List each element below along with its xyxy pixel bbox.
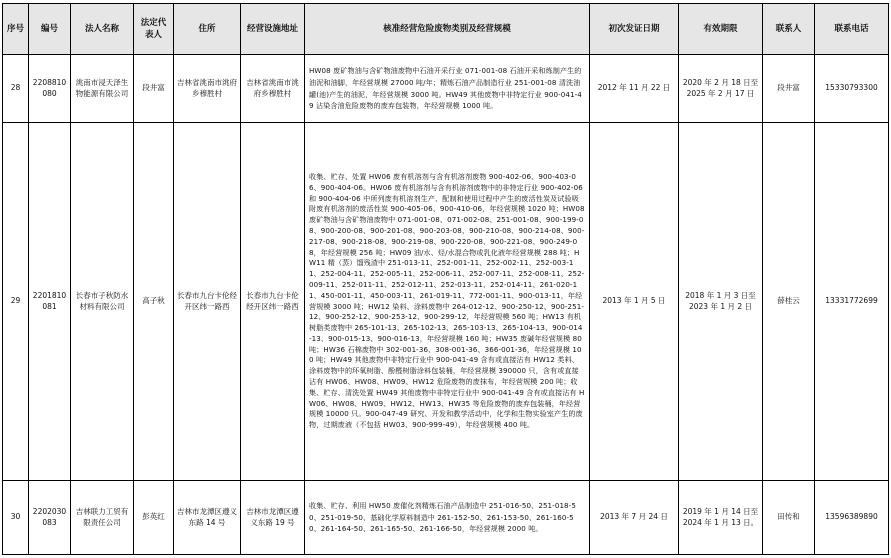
cell-legal-rep: 段井富 <box>134 55 174 123</box>
cell-validity: 2020 年 2 月 18 日至 2025 年 2 月 17 日 <box>679 55 763 123</box>
cell-address: 长春市九台卡伦经开区纬一路西 <box>174 123 241 481</box>
cell-contact: 段井富 <box>763 55 815 123</box>
cell-first-issue-date: 2013 年 7 月 24 日 <box>590 481 679 555</box>
cell-id: 2202030083 <box>29 481 71 555</box>
table-row <box>3 481 889 555</box>
header-legal-rep: 法定代表人 <box>134 4 174 55</box>
header-scope: 核准经营危险废物类别及经营规模 <box>305 4 590 55</box>
header-id: 编号 <box>29 4 71 55</box>
cell-scope: HW08 废矿物油与含矿物油废物中石油开采行业 071-001-08 石油开采和炼制产生的油泥和油脚，年经营规模 27000 吨/年；精炼石油产品制造行业 251-001-08 清洗油罐(池)产生的油泥，年经营规模 3000 吨。HW49 其他废物中非特定行业 900-041-49 沾染含油危险废物的废弃包装物，年经营规模 1000 吨。 <box>305 55 590 123</box>
cell-first-issue-date: 2012 年 11 月 22 日 <box>590 55 679 123</box>
cell-phone: 13331772699 <box>815 123 889 481</box>
cell-legal-rep: 高子秋 <box>134 123 174 481</box>
cell-company: 长春市子秋防水材料有限公司 <box>71 123 134 481</box>
cell-scope: 收集、贮存、利用 HW50 废催化剂精炼石油产品制造中 251-016-50、251-018-50、251-019-50、基础化学原料制造中 261-152-50、261-153-50、261-160-50、261-164-50、261-165-50、261-166-50，年经营规模 2000 吨。 <box>305 481 590 555</box>
cell-legal-rep: 彭英红 <box>134 481 174 555</box>
cell-facility-address: 长春市九台卡伦经开区纬一路西 <box>241 123 305 481</box>
cell-company: 洮南市浸天泽生物能源有限公司 <box>71 55 134 123</box>
header-first-issue-date: 初次发证日期 <box>590 4 679 55</box>
cell-contact: 薛桂云 <box>763 123 815 481</box>
header-facility-address: 经营设施地址 <box>241 4 305 55</box>
hazardous-waste-permit-table <box>2 3 889 555</box>
cell-validity: 2018 年 1 月 3 日至 2023 年 1 月 2 日 <box>679 123 763 481</box>
cell-validity: 2019 年 1 月 14 日至 2024 年 1 月 13 日。 <box>679 481 763 555</box>
header-contact: 联系人 <box>763 4 815 55</box>
cell-phone: 15330793300 <box>815 55 889 123</box>
table-row <box>3 123 889 481</box>
cell-facility-address: 吉林省洮南市洮府乡穆胜村 <box>241 55 305 123</box>
cell-id: 2201810081 <box>29 123 71 481</box>
cell-contact: 田传和 <box>763 481 815 555</box>
cell-address: 吉林市龙潭区遵义东路 14 号 <box>174 481 241 555</box>
cell-phone: 13596389890 <box>815 481 889 555</box>
cell-id: 2208810080 <box>29 55 71 123</box>
cell-company: 吉林联力工贸有限责任公司 <box>71 481 134 555</box>
header-address: 住所 <box>174 4 241 55</box>
header-seq: 序号 <box>3 4 29 55</box>
cell-address: 吉林省洮南市洮府乡穆胜村 <box>174 55 241 123</box>
cell-seq: 30 <box>3 481 29 555</box>
cell-scope: 收集、贮存、处置 HW06 废有机溶剂与含有机溶剂废物 900-402-06、900-403-06、900-404-06。HW06 废有机溶剂与含有机溶剂废物中的非特定行业 900-402-06 和 900-404-06 中所列废有机溶剂生产、配制和使用过程中产生的废活性炭及试验吸附废有机溶剂的废活性炭 900-405-06、900-410-06，年经营规模 1020 吨；HW08 废矿物油与含矿物油废物中 071-001-08、071-002-08、251-001-08、900-199-08、900-200-08、900-201-08、900-203-08、900-210-08、900-214-08、900-217-08、900-218-08、900-219-08、900-220-08、900-221-08、900-249-08，年经营规模 256 吨；HW09 油/水、烃/水混合物或乳化液年经营规模 288 吨；HW11 精（蒸）馏残渣中 251-013-11、252-001-11、252-002-11、252-003-11、252-004-11、252-005-11、252-006-11、252-007-11、252-008-11、252-009-11、252-011-11、252-012-11、252-013-11、252-014-11、261-020-11、450-001-11、450-003-11、261-019-11、772-001-11、900-013-11，年经营规模 3000 吨；HW12 染料、涂料废物中 264-012-12、900-250-12、900-251-12、900-252-12、900-253-12、900-299-12，年经营规模 560 吨；HW13 有机树脂类废物中 265-101-13、265-102-13、265-103-13、265-104-13、900-014-13、900-015-13、900-016-13，年经营规模 160 吨；HW35 废碱年经营规模 80 吨；HW36 石棉废物中 302-001-36、308-001-36、366-001-36，年经营规模 100 吨；HW49 其他废物中非特定行业中 900-041-49 含有或直接沾有 HW12 类料、涂料废物中的环氧树脂、酚醛树脂涂料包装桶，年经营规模 390000 只，含有或直接沾有 HW06、HW08、HW09、HW12 危险废物的废抹布，年经营规模 200 吨；收集、贮存、清洗处置 HW49 其他废物中非特定行业中 900-041-49 含有或直接沾有 HW06、HW08、HW09、HW12、HW13、HW35 等危险废物的废弃包装桶，年经营规模 10000 只。900-047-49 研究、开发和教学活动中，化学和生物实验室产生的废物，过期废液（不包括 HW03、900-999-49），年经营规模 400 吨。 <box>305 123 590 481</box>
cell-facility-address: 吉林市龙潭区遵义东路 19 号 <box>241 481 305 555</box>
cell-seq: 29 <box>3 123 29 481</box>
cell-seq: 28 <box>3 55 29 123</box>
header-company: 法人名称 <box>71 4 134 55</box>
table-header-row <box>3 4 889 55</box>
header-phone: 联系电话 <box>815 4 889 55</box>
cell-first-issue-date: 2013 年 1 月 5 日 <box>590 123 679 481</box>
header-validity: 有效期限 <box>679 4 763 55</box>
table-row <box>3 55 889 123</box>
